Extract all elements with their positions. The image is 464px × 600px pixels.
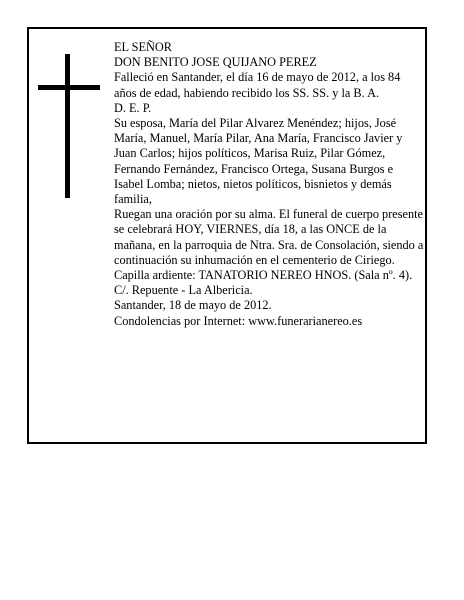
deceased-name: DON BENITO JOSE QUIJANO PEREZ bbox=[114, 55, 317, 70]
place-date: Santander, 18 de mayo de 2012. bbox=[114, 298, 272, 313]
cross-horizontal-bar bbox=[38, 85, 100, 90]
obituary-text-block bbox=[114, 40, 424, 329]
latin-cross-icon bbox=[38, 54, 100, 198]
notice-title: EL SEÑOR bbox=[114, 40, 172, 54]
condolences-line: Condolencias por Internet: www.funerarianereo.es bbox=[114, 313, 363, 328]
family-list: Su esposa, María del Pilar Alvarez Menéndez; hijos, José María, Manuel, María Pilar, Ana María, Francisco Javier y Juan Carlos; hijos políticos, Marisa Ruiz, Pilar Gómez, Fernando Fernández, Francisco Ortega, Susana Burgos e Isabel Lomba; nietos, nietos políticos, bisnietos y demás familia, bbox=[114, 116, 403, 207]
funeral-details: Ruegan una oración por su alma. El funeral de cuerpo presente se celebrará HOY, VIERNES, día 18, a las ONCE de la mañana, en la parroquia de Ntra. Sra. de Consolación, siendo a continuación su inhumación en el cementerio de Ciriego. Capilla ardiente: TANATORIO NEREO HNOS. (Sala nº. 4). C/. Repuente - La Albericia. bbox=[114, 207, 424, 298]
death-announcement: Falleció en Santander, el día 16 de mayo de 2012, a los 84 años de edad, habiendo recibido los SS. SS. y la B. A. bbox=[114, 70, 401, 100]
rest-in-peace: D. E. P. bbox=[114, 100, 152, 115]
cross-vertical-bar bbox=[65, 54, 70, 198]
